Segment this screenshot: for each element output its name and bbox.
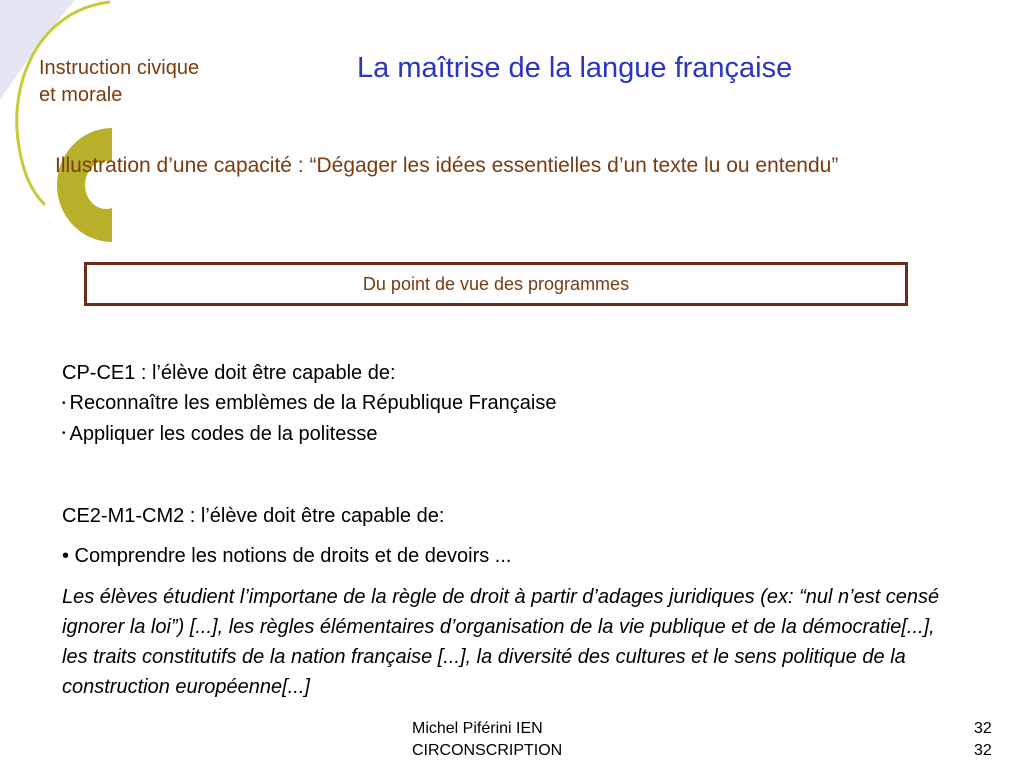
bullet-icon: • (62, 397, 66, 409)
bullet-icon: • (62, 428, 66, 440)
slide-decoration (0, 0, 200, 260)
ce2-cm2-bullet: • Comprendre les notions de droits et de devoirs ... (62, 545, 512, 567)
list-item (62, 419, 556, 450)
section-title (39, 55, 199, 109)
programmes-box (84, 262, 908, 306)
programmes-box-label: Du point de vue des programmes (362, 273, 630, 294)
cp-ce1-heading: CP-CE1 : l’élève doit être capable de: (62, 362, 396, 384)
footer-author (412, 718, 562, 762)
footer-page-numbers (974, 718, 992, 762)
logo-c-icon (57, 128, 112, 242)
section-title-line1: Instruction civique (39, 57, 200, 79)
ce2-cm2-block (62, 502, 962, 702)
ce2-cm2-italic-text: Les élèves étudient l’importane de la règle de droit à partir d’adages juridiques (ex: “nul n’est censé ignorer la loi”) [...], les règles élémentaires d’organisation de la vie publique et de la démocratie[...], les traits constitutifs de la nation française [...], la diversité des cultures et le sens politique de la construction européenne[...] (62, 586, 940, 698)
page-number: 32 (974, 720, 992, 737)
cp-ce1-block (62, 358, 556, 449)
slide-number: 32 (974, 742, 992, 759)
ce2-cm2-heading: CE2-M1-CM2 : l’élève doit être capable de: (62, 505, 445, 527)
section-title-line2: et morale (39, 84, 123, 106)
list-item (62, 388, 556, 419)
list-item-text: Reconnaître les emblèmes de la République Française (69, 392, 557, 414)
list-item-text: Appliquer les codes de la politesse (69, 422, 378, 445)
slide-title: La maîtrise de la langue française (357, 52, 793, 84)
footer-author-line1: Michel Piférini IEN (412, 720, 543, 737)
footer-author-line2: CIRCONSCRIPTION (412, 742, 563, 759)
slide-subtitle: Illustration d’une capacité : “Dégager les idées essentielles d’un texte lu ou entendu” (55, 154, 839, 177)
